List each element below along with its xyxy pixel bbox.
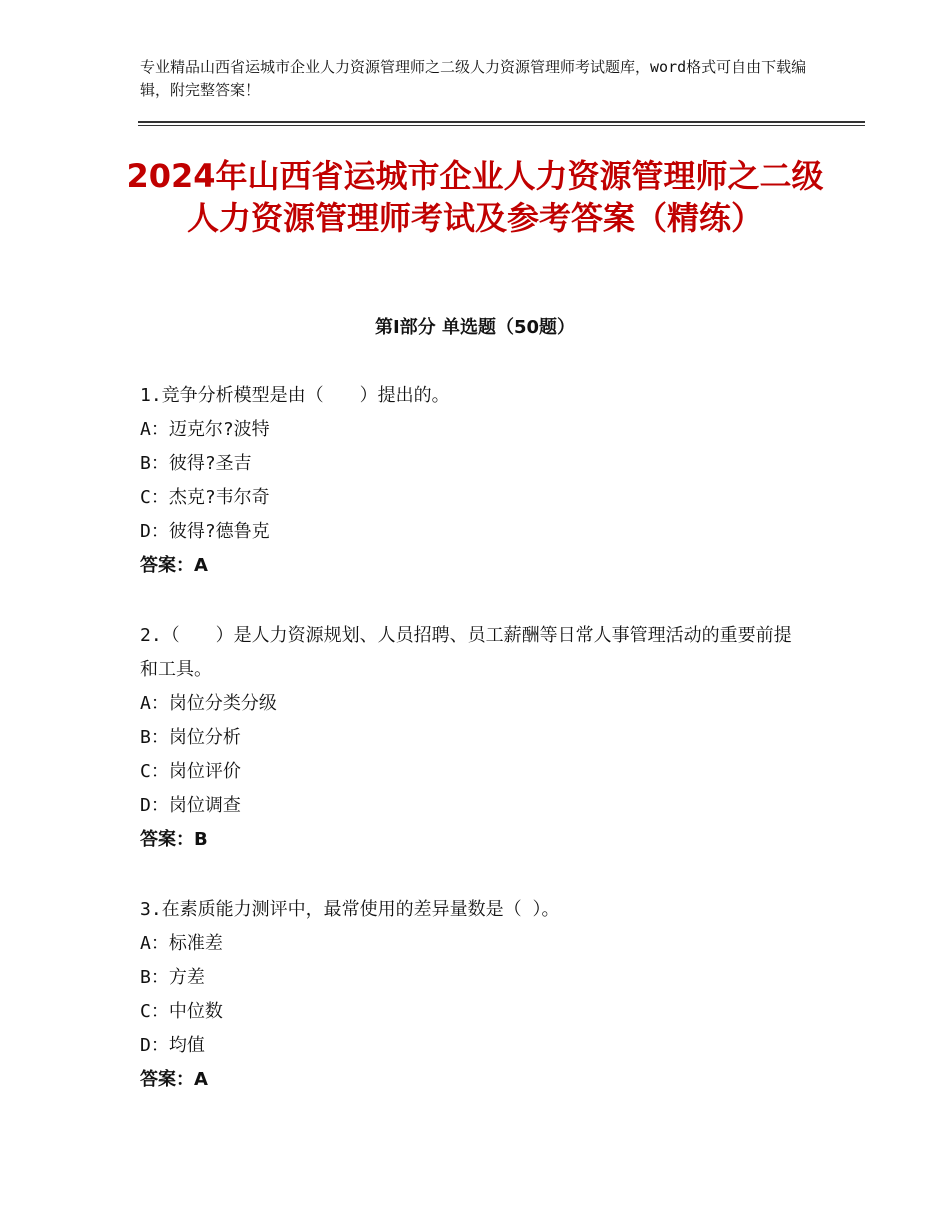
header-rule-thin bbox=[138, 125, 865, 126]
option-c: C：岗位评价 bbox=[140, 761, 241, 782]
question-2 bbox=[140, 619, 800, 857]
answer: 答案：A bbox=[140, 1069, 208, 1090]
option-c: C：杰克?韦尔奇 bbox=[140, 487, 270, 508]
option-b: B：方差 bbox=[140, 967, 205, 988]
option-a: A：标准差 bbox=[140, 933, 223, 954]
question-stem: 1.竞争分析模型是由（ ）提出的。 bbox=[140, 385, 450, 406]
question-1 bbox=[140, 379, 820, 583]
option-c: C：中位数 bbox=[140, 1001, 223, 1022]
option-d: D：岗位调查 bbox=[140, 795, 241, 816]
option-b: B：岗位分析 bbox=[140, 727, 241, 748]
question-stem: 2.（ ）是人力资源规划、人员招聘、员工薪酬等日常人事管理活动的重要前提和工具。 bbox=[140, 625, 792, 680]
answer: 答案：A bbox=[140, 555, 208, 576]
header-note: 专业精品山西省运城市企业人力资源管理师之二级人力资源管理师考试题库，word格式可自由下载编辑，附完整答案！ bbox=[140, 58, 807, 99]
question-3 bbox=[140, 893, 820, 1097]
header-rule-thick bbox=[138, 121, 865, 123]
question-stem: 3.在素质能力测评中，最常使用的差异量数是（ ）。 bbox=[140, 899, 560, 920]
option-d: D：均值 bbox=[140, 1035, 205, 1056]
option-d: D：彼得?德鲁克 bbox=[140, 521, 270, 542]
answer: 答案：B bbox=[140, 829, 208, 850]
section-title: 第Ⅰ部分 单选题（50题） bbox=[374, 317, 575, 338]
document-title: 2024年山西省运城市企业人力资源管理师之二级人力资源管理师考试及参考答案（精练） bbox=[126, 157, 824, 237]
option-a: A：迈克尔?波特 bbox=[140, 419, 270, 440]
option-a: A：岗位分类分级 bbox=[140, 693, 277, 714]
option-b: B：彼得?圣吉 bbox=[140, 453, 252, 474]
